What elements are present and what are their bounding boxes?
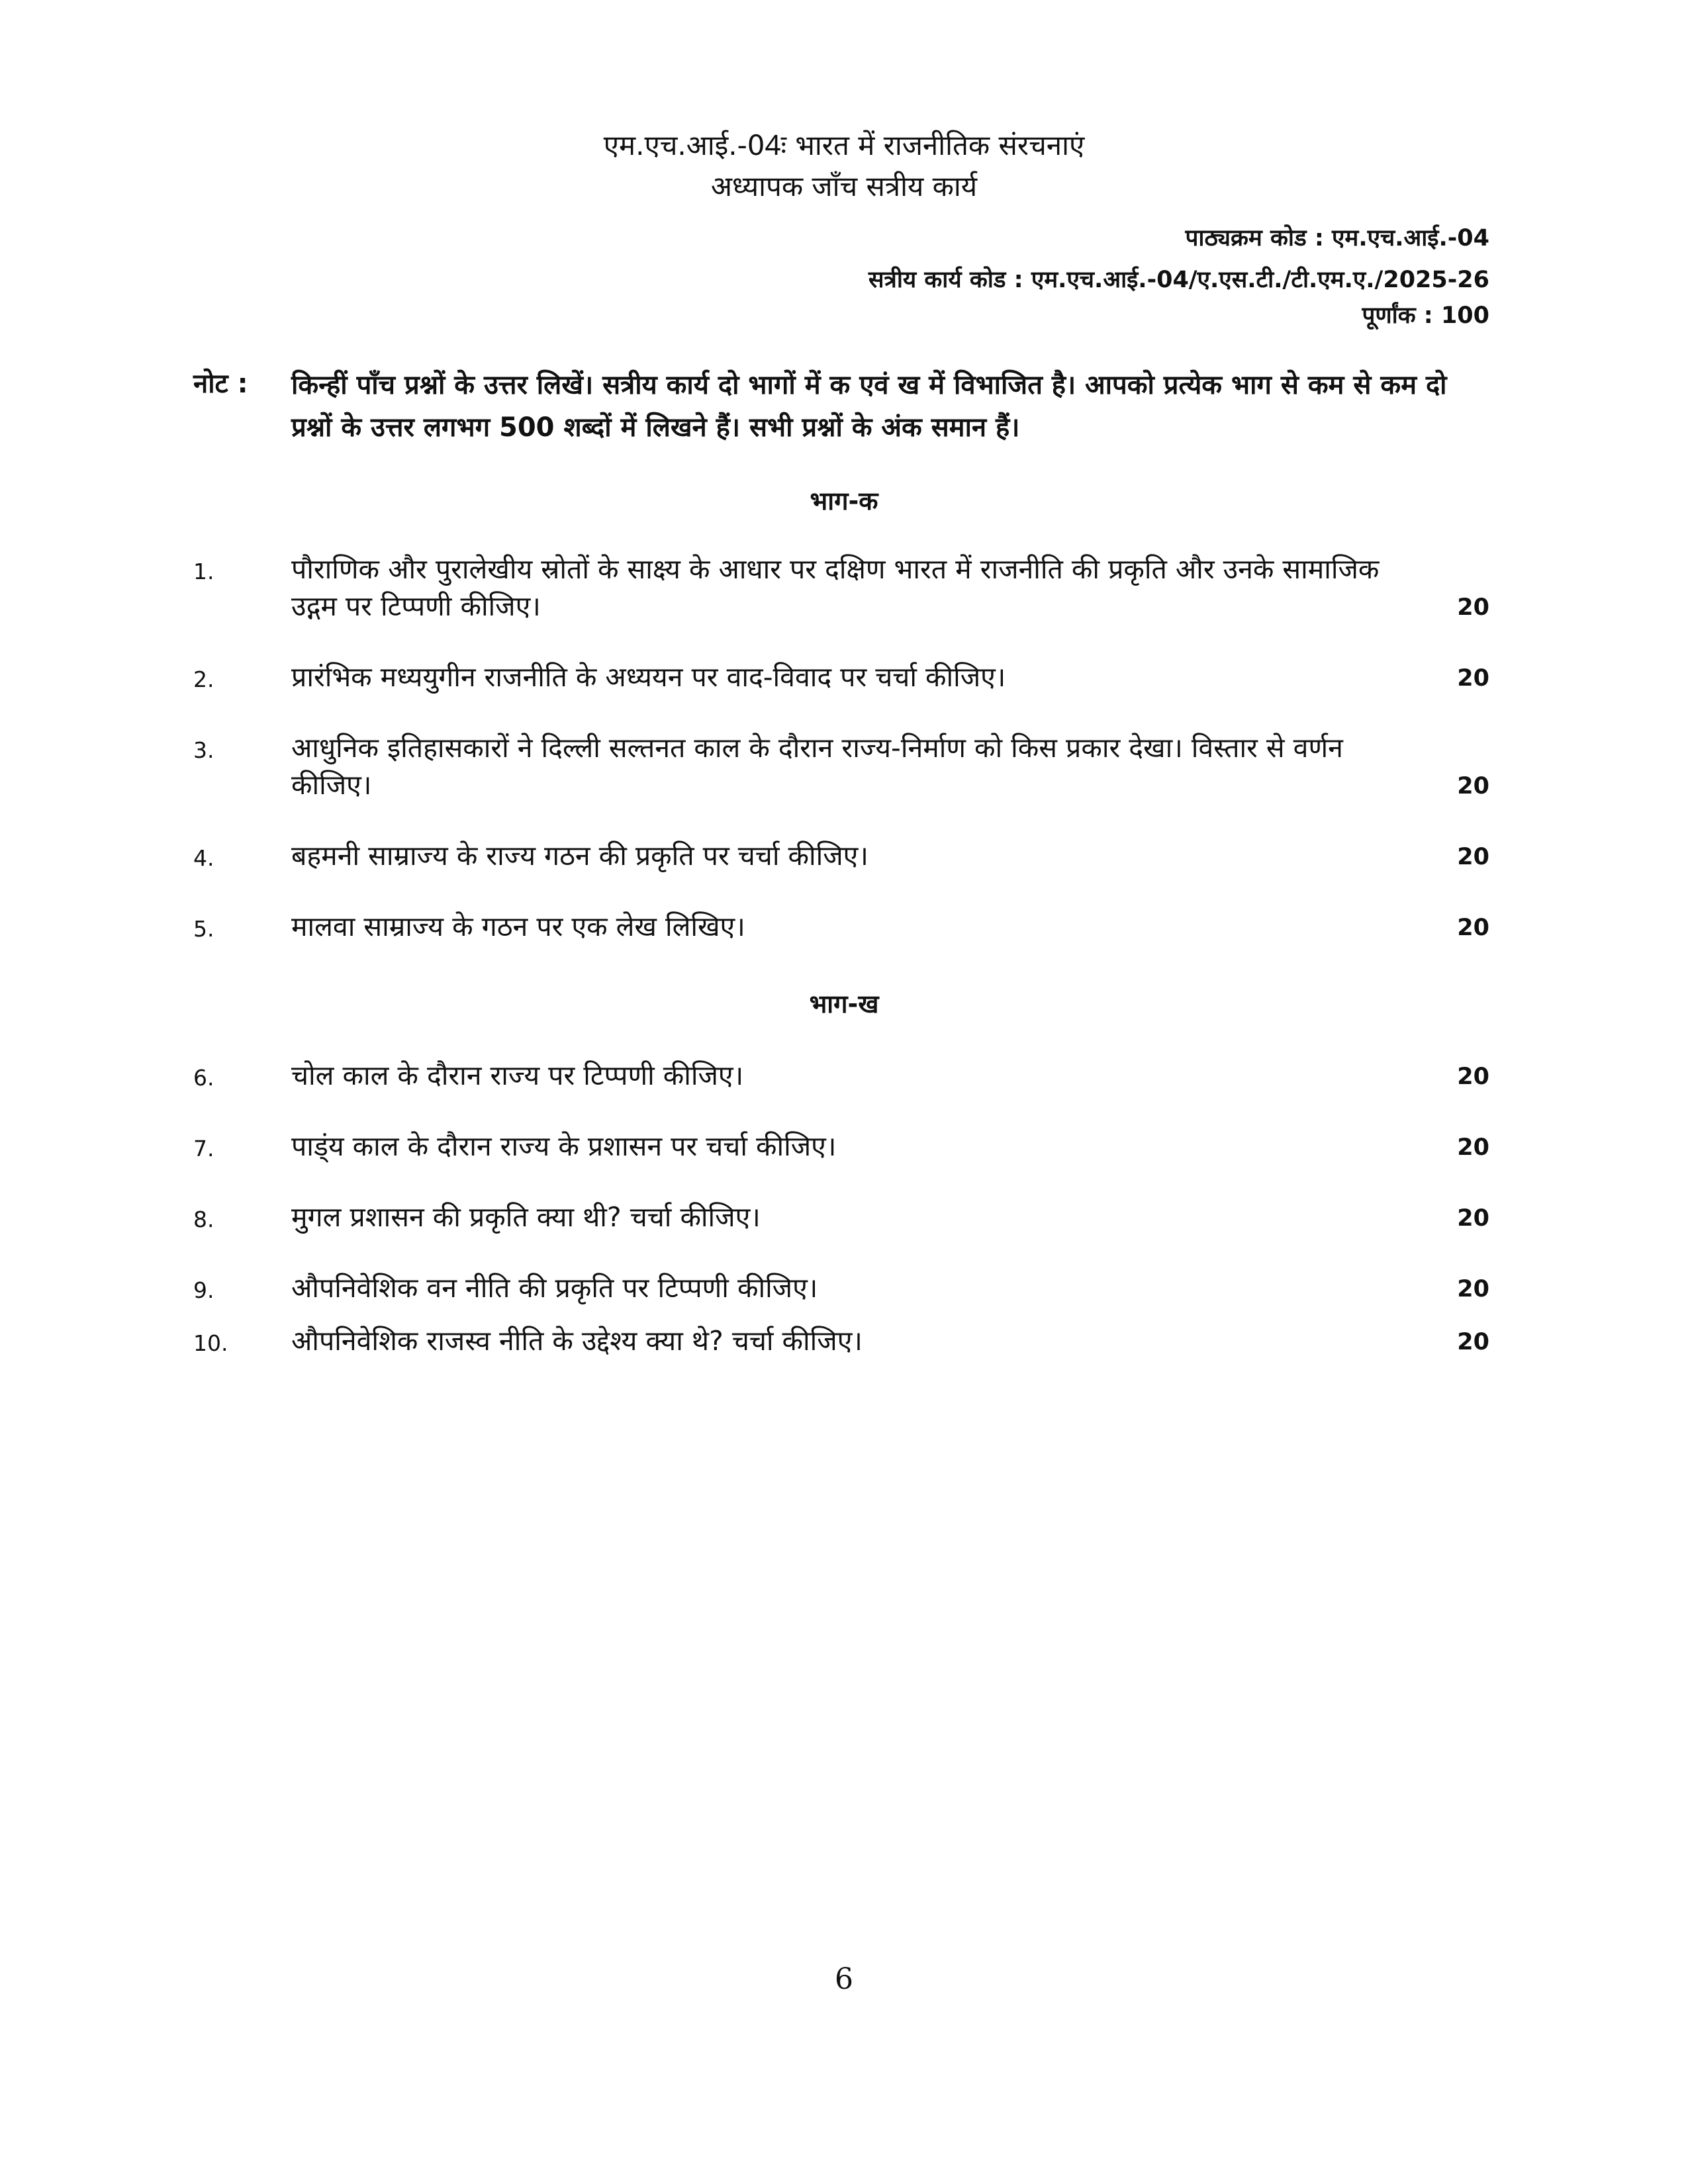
course-code: [1186, 222, 1489, 253]
question-text: मालवा साम्राज्य के गठन पर एक लेख लिखिए।: [291, 911, 745, 942]
page-number: 6: [835, 1962, 853, 1996]
question-number: 3.: [193, 737, 214, 763]
question-text: प्रारंभिक मध्ययुगीन राजनीति के अध्ययन पर वाद-विवाद पर चर्चा कीजिए।: [291, 661, 1006, 693]
question-number: 9.: [193, 1277, 214, 1303]
question-text: पाड्ंय काल के दौरान राज्य के प्रशासन पर चर्चा कीजिए।: [291, 1130, 837, 1162]
question-marks: 20: [1457, 1205, 1489, 1232]
max-marks: [1362, 299, 1489, 330]
question-marks: 20: [1457, 1329, 1489, 1355]
question-number: 5.: [193, 916, 214, 942]
section-b-heading: भाग-ख: [809, 989, 879, 1019]
document-title: एम.एच.आई.-04ः भारत में राजनीतिक संरचनाएं: [603, 129, 1085, 161]
question-marks: 20: [1457, 1134, 1489, 1161]
question-marks: 20: [1457, 1064, 1489, 1090]
question-marks: 20: [1457, 1276, 1489, 1302]
question-number: 10.: [193, 1330, 228, 1356]
question-text: पौराणिक और पुरालेखीय स्रोतों के साक्ष्य के आधार पर दक्षिण भारत में राजनीति की प्रकृति और उनके सामाजिक उद्गम पर टिप्पणी कीजिए।: [291, 553, 1380, 622]
question-marks: 20: [1457, 915, 1489, 941]
question-number: 7.: [193, 1136, 214, 1161]
question-text: बहमनी साम्राज्य के राज्य गठन की प्रकृति पर चर्चा कीजिए।: [291, 840, 868, 872]
assignment-code: [868, 263, 1489, 295]
question-marks: 20: [1457, 665, 1489, 692]
max-marks-value: 100: [1440, 302, 1489, 329]
question-text: औपनिवेशिक वन नीति की प्रकृति पर टिप्पणी कीजिए।: [291, 1272, 818, 1304]
question-number: 8.: [193, 1206, 214, 1232]
question-text: औपनिवेशिक राजस्व नीति के उद्देश्य क्या थे? चर्चा कीजिए।: [291, 1325, 863, 1357]
question-text: आधुनिक इतिहासकारों ने दिल्ली सल्तनत काल के दौरान राज्य-निर्माण को किस प्रकार देखा। विस्तार से वर्णन कीजिए।: [291, 732, 1343, 801]
assignment-code-value: एम.एच.आई.-04/ए.एस.टी./टी.एम.ए./2025-26: [1031, 267, 1489, 293]
course-code-label: पाठ्यक्रम कोड :: [1185, 225, 1324, 251]
course-code-value: एम.एच.आई.-04: [1332, 225, 1489, 251]
note-label: नोट :: [193, 369, 248, 399]
question-number: 1.: [193, 559, 214, 584]
question-number: 2.: [193, 666, 214, 692]
question-marks: 20: [1457, 773, 1489, 799]
assignment-code-label: सत्रीय कार्य कोड :: [868, 267, 1023, 293]
question-number: 6.: [193, 1065, 214, 1091]
max-marks-label: पूर्णांक :: [1362, 302, 1433, 329]
question-marks: 20: [1457, 844, 1489, 870]
question-text: मुगल प्रशासन की प्रकृति क्या थी? चर्चा कीजिए।: [291, 1201, 761, 1233]
question-number: 4.: [193, 845, 214, 871]
question-text: चोल काल के दौरान राज्य पर टिप्पणी कीजिए।: [291, 1060, 744, 1091]
section-a-heading: भाग-क: [810, 486, 878, 516]
note-text: किन्हीं पाँच प्रश्नों के उत्तर लिखें। सत्रीय कार्य दो भागों में क एवं ख में विभाजित है। आपको प्रत्येक भाग से कम से कम दो प्रश्नों के उत्तर लगभग 500 शब्दों में लिखने हैं। सभी प्रश्नों के अंक समान हैं।: [291, 370, 1447, 443]
question-marks: 20: [1457, 594, 1489, 621]
document-subtitle: अध्यापक जाँच सत्रीय कार्य: [710, 170, 978, 203]
